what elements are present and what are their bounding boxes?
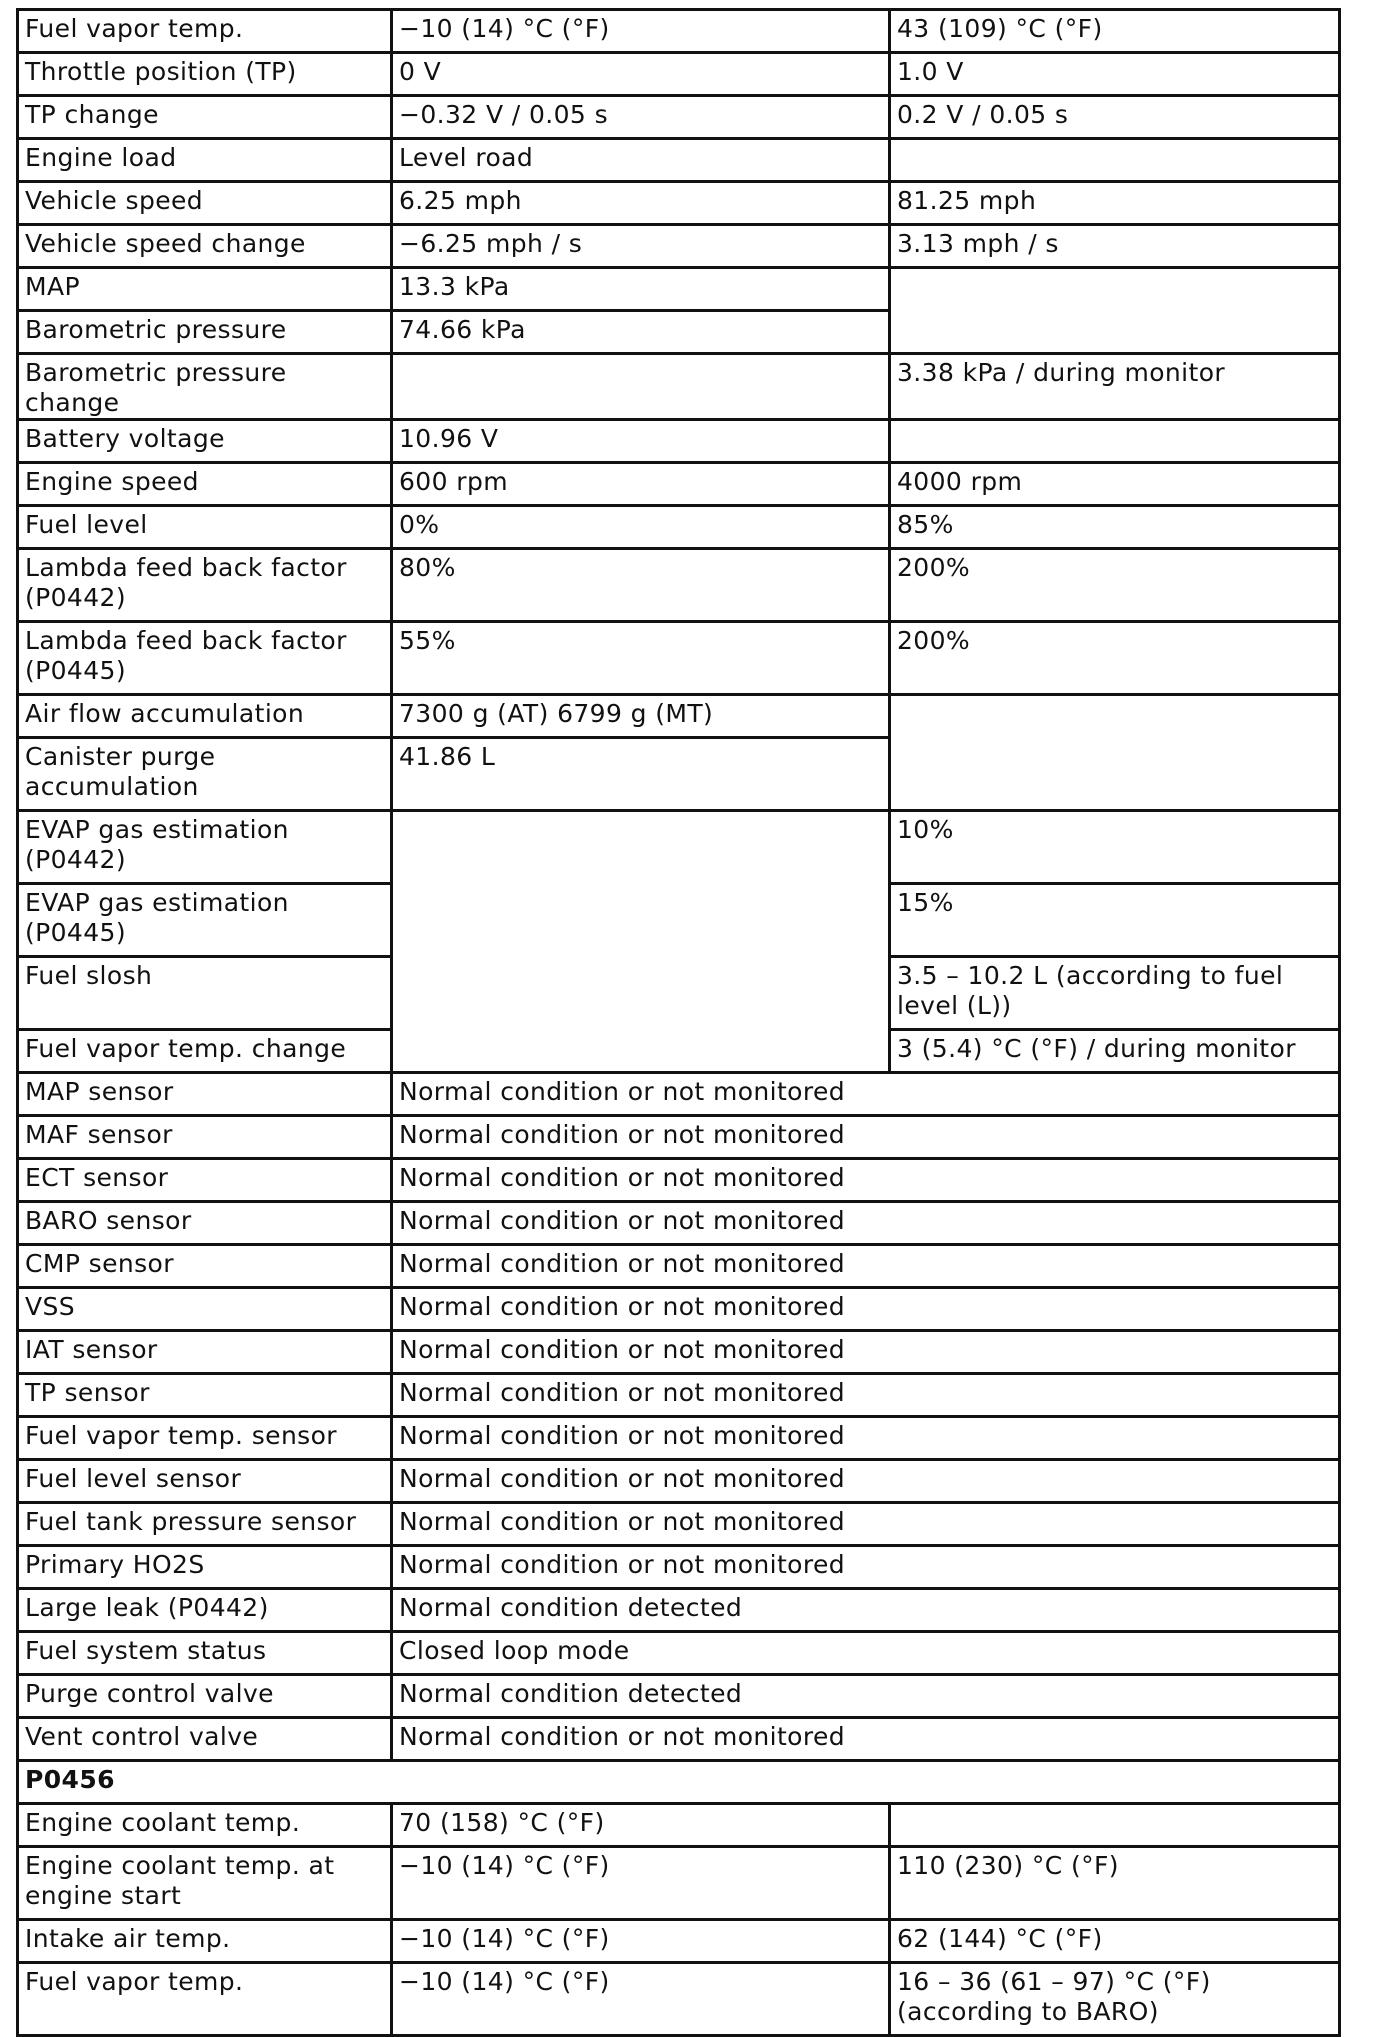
parameter-label: IAT sensor [18,1331,392,1374]
table-row [18,1460,1340,1503]
parameter-label: EVAP gas estimation (P0442) [18,811,392,884]
max-value: 0.2 V / 0.05 s [890,96,1340,139]
parameter-label: TP sensor [18,1374,392,1417]
parameter-label: CMP sensor [18,1245,392,1288]
parameter-label: Vehicle speed [18,182,392,225]
parameter-label: Barometric pressure [18,311,392,354]
table-row [18,1417,1340,1460]
max-value: 15% [890,884,1340,957]
status-value: Normal condition or not monitored [392,1374,1340,1417]
parameter-label: MAP sensor [18,1073,392,1116]
min-value: −10 (14) °C (°F) [392,1847,890,1920]
parameter-label: Fuel vapor temp. [18,10,392,53]
max-value [890,420,1340,463]
min-value-empty [392,811,890,1073]
min-value: 70 (158) °C (°F) [392,1804,890,1847]
table-row [18,1920,1340,1963]
parameter-label: Throttle position (TP) [18,53,392,96]
min-value: 10.96 V [392,420,890,463]
max-value: 110 (230) °C (°F) [890,1847,1340,1920]
parameter-label: Battery voltage [18,420,392,463]
max-value: 16 – 36 (61 – 97) °C (°F) (according to BARO) [890,1963,1340,2036]
parameter-label: Fuel level sensor [18,1460,392,1503]
table-row [18,182,1340,225]
parameter-label: Engine coolant temp. [18,1804,392,1847]
parameter-label: Purge control valve [18,1675,392,1718]
table-row [18,1632,1340,1675]
status-value: Normal condition or not monitored [392,1159,1340,1202]
max-value [890,139,1340,182]
parameter-label: Fuel vapor temp. change [18,1030,392,1073]
max-value-empty [890,268,1340,354]
table-row [18,225,1340,268]
parameter-label: Large leak (P0442) [18,1589,392,1632]
max-value: 3.13 mph / s [890,225,1340,268]
min-value: 600 rpm [392,463,890,506]
parameter-label: BARO sensor [18,1202,392,1245]
table-row [18,10,1340,53]
table-row [18,811,1340,884]
status-value: Closed loop mode [392,1632,1340,1675]
status-value: Normal condition detected [392,1589,1340,1632]
min-value: −6.25 mph / s [392,225,890,268]
parameter-label: Air flow accumulation [18,695,392,738]
table-row [18,1202,1340,1245]
parameter-label: Barometric pressure change [18,354,392,420]
max-value: 85% [890,506,1340,549]
table-row [18,268,1340,311]
table-row [18,1116,1340,1159]
document-page [16,8,1336,2037]
parameter-label: Primary HO2S [18,1546,392,1589]
table-row [18,1288,1340,1331]
status-value: Normal condition or not monitored [392,1460,1340,1503]
table-row [18,1847,1340,1920]
table-row [18,53,1340,96]
status-value: Normal condition or not monitored [392,1073,1340,1116]
table-row [18,1546,1340,1589]
max-value: 43 (109) °C (°F) [890,10,1340,53]
min-value: 41.86 L [392,738,890,811]
min-value: 74.66 kPa [392,311,890,354]
parameter-label: Vehicle speed change [18,225,392,268]
min-value: Level road [392,139,890,182]
table-row [18,1374,1340,1417]
max-value: 3.38 kPa / during monitor [890,354,1340,420]
parameter-label: VSS [18,1288,392,1331]
max-value: 200% [890,549,1340,622]
table-row [18,463,1340,506]
parameter-label: ECT sensor [18,1159,392,1202]
parameter-label: EVAP gas estimation (P0445) [18,884,392,957]
parameter-label: MAP [18,268,392,311]
table-row [18,96,1340,139]
parameter-label: Canister purge accumulation [18,738,392,811]
table-row [18,1073,1340,1116]
status-value: Normal condition or not monitored [392,1202,1340,1245]
min-value: 80% [392,549,890,622]
max-value: 4000 rpm [890,463,1340,506]
min-value: 55% [392,622,890,695]
status-value: Normal condition detected [392,1675,1340,1718]
table-row [18,1331,1340,1374]
min-value: 7300 g (AT) 6799 g (MT) [392,695,890,738]
parameter-label: Intake air temp. [18,1920,392,1963]
min-value: 6.25 mph [392,182,890,225]
table-row [18,420,1340,463]
table-row [18,1159,1340,1202]
status-value: Normal condition or not monitored [392,1503,1340,1546]
status-value: Normal condition or not monitored [392,1116,1340,1159]
table-row [18,1718,1340,1761]
table-row [18,549,1340,622]
status-value: Normal condition or not monitored [392,1718,1340,1761]
table-row [18,622,1340,695]
table-row [18,1503,1340,1546]
max-value [890,1804,1340,1847]
min-value: 13.3 kPa [392,268,890,311]
parameter-label: Fuel level [18,506,392,549]
max-value: 10% [890,811,1340,884]
parameter-label: Vent control valve [18,1718,392,1761]
status-value: Normal condition or not monitored [392,1417,1340,1460]
max-value: 200% [890,622,1340,695]
table-row [18,506,1340,549]
parameter-label: Engine coolant temp. at engine start [18,1847,392,1920]
parameter-label: Lambda feed back factor (P0442) [18,549,392,622]
table-row [18,1675,1340,1718]
parameter-label: Lambda feed back factor (P0445) [18,622,392,695]
section-heading: P0456 [18,1761,1340,1804]
table-row [18,139,1340,182]
parameter-label: Fuel vapor temp. sensor [18,1417,392,1460]
status-value: Normal condition or not monitored [392,1245,1340,1288]
table-row [18,354,1340,420]
parameter-label: Engine speed [18,463,392,506]
min-value: −10 (14) °C (°F) [392,10,890,53]
min-value: 0% [392,506,890,549]
parameter-label: TP change [18,96,392,139]
status-value: Normal condition or not monitored [392,1546,1340,1589]
max-value: 1.0 V [890,53,1340,96]
max-value: 3 (5.4) °C (°F) / during monitor [890,1030,1340,1073]
min-value [392,354,890,420]
table-row [18,1804,1340,1847]
max-value-empty [890,695,1340,811]
parameter-label: Fuel vapor temp. [18,1963,392,2036]
min-value: −10 (14) °C (°F) [392,1920,890,1963]
table-row [18,1589,1340,1632]
parameter-label: Fuel tank pressure sensor [18,1503,392,1546]
max-value: 3.5 – 10.2 L (according to fuel level (L)) [890,957,1340,1030]
parameter-label: Engine load [18,139,392,182]
section-header-row [18,1761,1340,1804]
status-value: Normal condition or not monitored [392,1331,1340,1374]
parameter-label: MAF sensor [18,1116,392,1159]
max-value: 81.25 mph [890,182,1340,225]
parameter-label: Fuel system status [18,1632,392,1675]
table-row [18,1245,1340,1288]
min-value: −0.32 V / 0.05 s [392,96,890,139]
max-value: 62 (144) °C (°F) [890,1920,1340,1963]
specification-table [16,8,1341,2037]
table-row [18,1963,1340,2036]
min-value: −10 (14) °C (°F) [392,1963,890,2036]
status-value: Normal condition or not monitored [392,1288,1340,1331]
table-row [18,695,1340,738]
min-value: 0 V [392,53,890,96]
parameter-label: Fuel slosh [18,957,392,1030]
